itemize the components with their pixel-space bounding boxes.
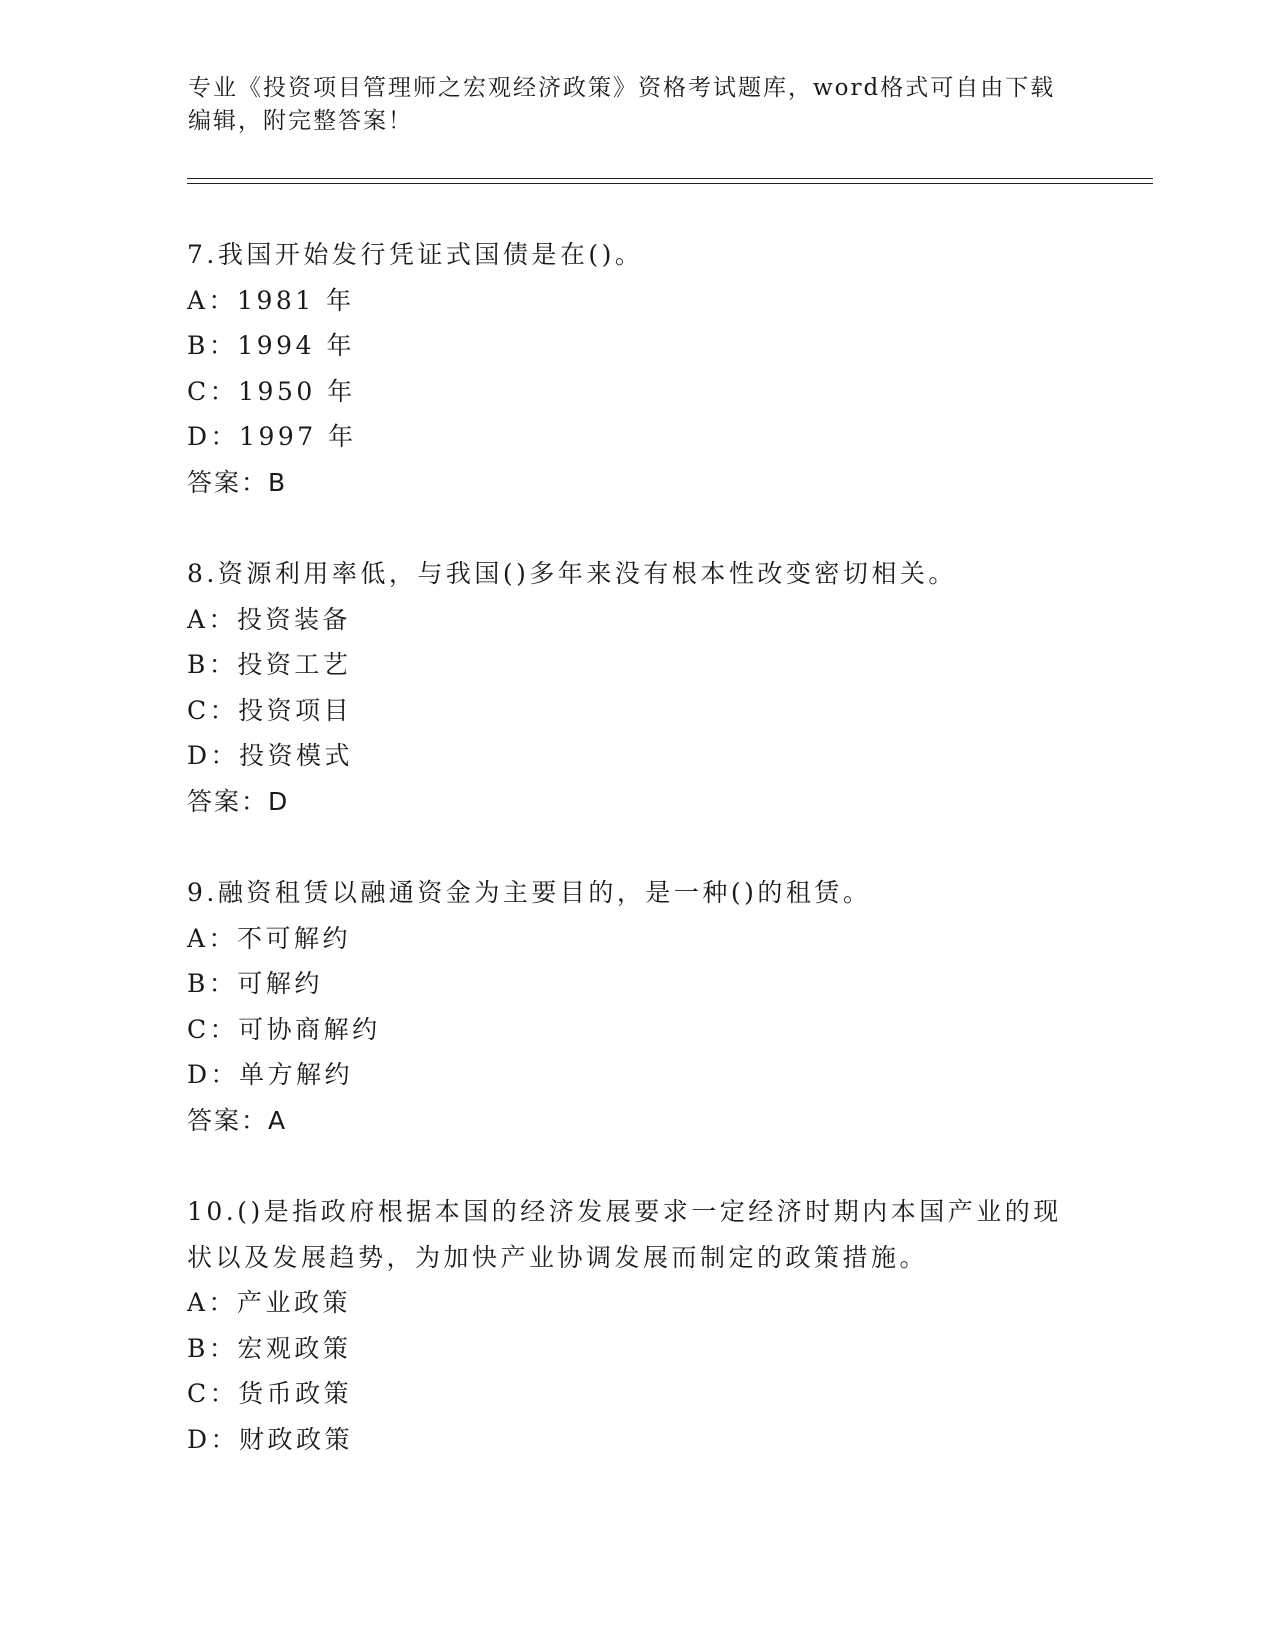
option-d: D：1997 年	[187, 422, 357, 451]
answer: 答案：A	[187, 1105, 288, 1135]
option-b: B：1994 年	[187, 331, 355, 360]
answer: 答案：D	[187, 786, 290, 816]
question-9	[187, 870, 1087, 1143]
option-b: B：宏观政策	[187, 1333, 352, 1363]
header-rule-bottom	[187, 183, 1153, 184]
option-a: A：投资装备	[187, 604, 352, 634]
question-stem: 10.()是指政府根据本国的经济发展要求一定经济时期内本国产业的现状以及发展趋势，为加快产业协调发展而制定的政策措施。	[187, 1197, 1062, 1272]
answer: 答案：B	[187, 467, 288, 497]
option-a: A：不可解约	[187, 923, 352, 953]
option-d: D：财政政策	[187, 1424, 354, 1454]
option-c: C：1950 年	[187, 376, 356, 406]
question-stem: 8.资源利用率低，与我国()多年来没有根本性改变密切相关。	[187, 559, 957, 588]
option-c: C：货币政策	[187, 1379, 353, 1408]
option-c: C：可协商解约	[187, 1014, 381, 1044]
question-stem: 9.融资租赁以融通资金为主要目的，是一种()的租赁。	[187, 878, 872, 907]
header-rule-top	[187, 178, 1153, 179]
option-a: A：产业政策	[187, 1288, 352, 1317]
question-10	[187, 1189, 1087, 1462]
option-c: C：投资项目	[187, 695, 353, 725]
document-header: 专业《投资项目管理师之宏观经济政策》资格考试题库，word格式可自由下载编辑，附完整答案！	[188, 75, 1056, 134]
option-d: D：单方解约	[187, 1060, 354, 1089]
option-b: B：投资工艺	[187, 650, 352, 679]
option-d: D：投资模式	[187, 741, 354, 770]
option-a: A：1981 年	[187, 285, 355, 315]
question-8	[187, 551, 1087, 824]
question-stem: 7.我国开始发行凭证式国债是在()。	[187, 240, 644, 269]
question-7	[187, 232, 1087, 505]
option-b: B：可解约	[187, 969, 323, 998]
